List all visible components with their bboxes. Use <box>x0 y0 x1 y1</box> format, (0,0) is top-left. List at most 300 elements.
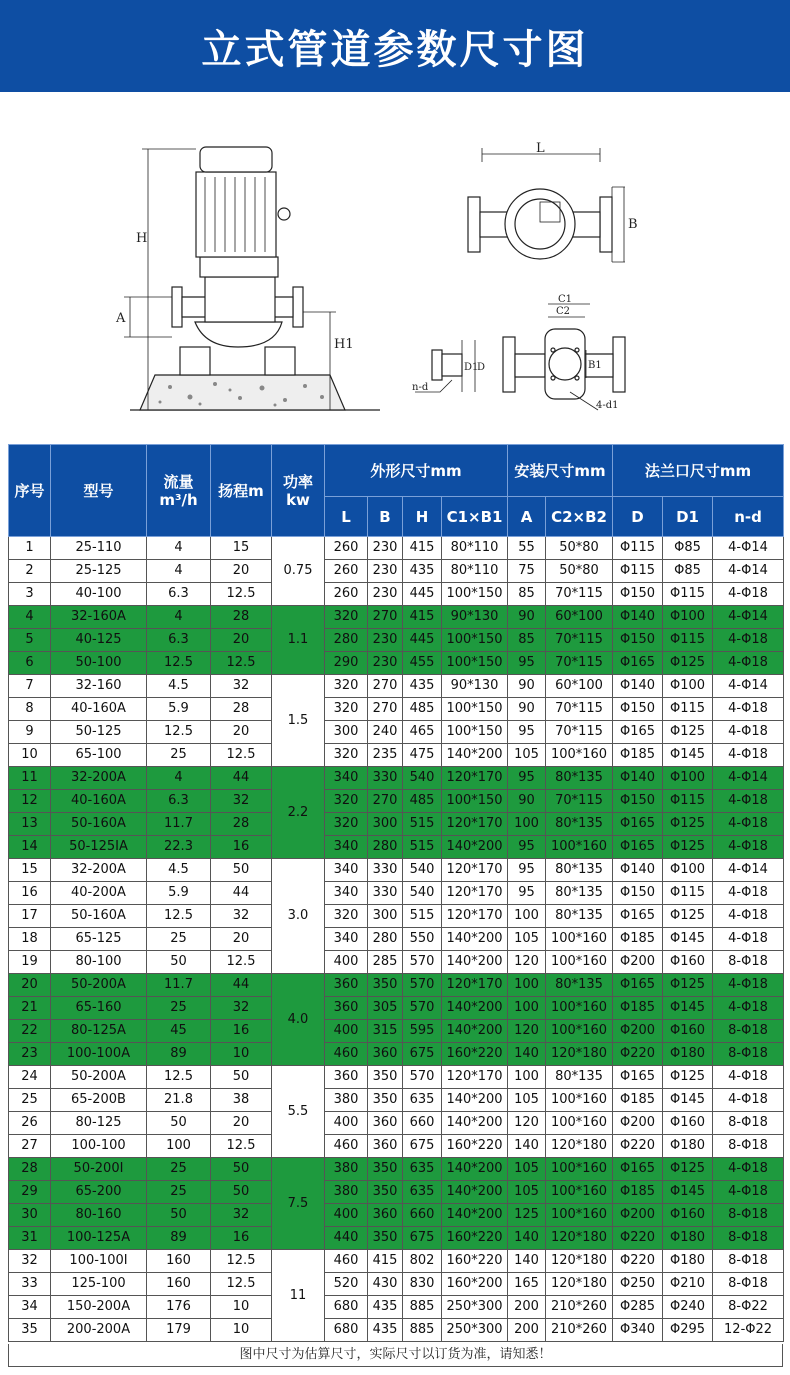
top-view-drawing <box>468 148 625 262</box>
cell-seq: 25 <box>9 1089 51 1112</box>
cell-H: 485 <box>403 790 442 813</box>
cell-L: 320 <box>325 790 368 813</box>
cell-head: 12.5 <box>211 1273 272 1296</box>
cell-C1B1: 90*130 <box>442 606 508 629</box>
cell-power: 1.5 <box>272 675 325 767</box>
header-flow: 流量 m³/h <box>147 445 211 537</box>
cell-A: 140 <box>508 1043 546 1066</box>
cell-D1: Φ125 <box>663 905 713 928</box>
table-row <box>9 1227 784 1250</box>
cell-D: Φ150 <box>613 629 663 652</box>
cell-B: 330 <box>368 767 403 790</box>
cell-model: 40-160A <box>51 790 147 813</box>
cell-head: 50 <box>211 859 272 882</box>
cell-H: 435 <box>403 675 442 698</box>
cell-L: 320 <box>325 675 368 698</box>
cell-C2B2: 80*135 <box>546 859 613 882</box>
cell-L: 400 <box>325 1020 368 1043</box>
cell-C1B1: 250*300 <box>442 1296 508 1319</box>
cell-seq: 5 <box>9 629 51 652</box>
label-C1: C1 <box>558 294 573 305</box>
cell-D1: Φ100 <box>663 859 713 882</box>
cell-L: 340 <box>325 767 368 790</box>
label-C2: C2 <box>556 306 571 317</box>
cell-flow: 5.9 <box>147 698 211 721</box>
cell-C2B2: 70*115 <box>546 790 613 813</box>
cell-A: 95 <box>508 652 546 675</box>
cell-model: 40-125 <box>51 629 147 652</box>
cell-model: 100-100A <box>51 1043 147 1066</box>
cell-n-d: 4-Φ18 <box>713 997 784 1020</box>
side-view-drawing <box>124 147 380 410</box>
cell-model: 80-125 <box>51 1112 147 1135</box>
cell-seq: 35 <box>9 1319 51 1342</box>
cell-L: 360 <box>325 997 368 1020</box>
cell-D1: Φ125 <box>663 974 713 997</box>
cell-L: 440 <box>325 1227 368 1250</box>
cell-C2B2: 100*160 <box>546 1089 613 1112</box>
cell-flow: 50 <box>147 951 211 974</box>
cell-D1: Φ115 <box>663 882 713 905</box>
cell-head: 12.5 <box>211 951 272 974</box>
cell-seq: 2 <box>9 560 51 583</box>
cell-C1B1: 90*130 <box>442 675 508 698</box>
cell-model: 80-160 <box>51 1204 147 1227</box>
cell-D1: Φ160 <box>663 1020 713 1043</box>
cell-D1: Φ145 <box>663 997 713 1020</box>
cell-head: 20 <box>211 629 272 652</box>
cell-C2B2: 100*160 <box>546 1181 613 1204</box>
cell-C1B1: 120*170 <box>442 767 508 790</box>
cell-n-d: 4-Φ18 <box>713 928 784 951</box>
cell-H: 635 <box>403 1089 442 1112</box>
cell-A: 200 <box>508 1296 546 1319</box>
cell-C2B2: 120*180 <box>546 1135 613 1158</box>
table-row <box>9 928 784 951</box>
header-outer-dimensions: 外形尺寸mm <box>325 445 508 497</box>
cell-C2B2: 120*180 <box>546 1227 613 1250</box>
cell-L: 520 <box>325 1273 368 1296</box>
cell-A: 140 <box>508 1227 546 1250</box>
cell-D1: Φ180 <box>663 1135 713 1158</box>
cell-H: 570 <box>403 951 442 974</box>
cell-flow: 25 <box>147 744 211 767</box>
cell-model: 100-100I <box>51 1250 147 1273</box>
cell-seq: 14 <box>9 836 51 859</box>
cell-D1: Φ145 <box>663 1181 713 1204</box>
cell-n-d: 4-Φ18 <box>713 698 784 721</box>
cell-D: Φ165 <box>613 652 663 675</box>
cell-flow: 100 <box>147 1135 211 1158</box>
cell-flow: 25 <box>147 928 211 951</box>
cell-L: 380 <box>325 1158 368 1181</box>
cell-B: 430 <box>368 1273 403 1296</box>
cell-D: Φ340 <box>613 1319 663 1342</box>
cell-L: 400 <box>325 1204 368 1227</box>
cell-C1B1: 120*170 <box>442 974 508 997</box>
cell-n-d: 8-Φ18 <box>713 951 784 974</box>
cell-C1B1: 140*200 <box>442 1181 508 1204</box>
cell-B: 270 <box>368 675 403 698</box>
cell-flow: 50 <box>147 1112 211 1135</box>
table-row <box>9 721 784 744</box>
cell-L: 380 <box>325 1089 368 1112</box>
cell-C2B2: 120*180 <box>546 1273 613 1296</box>
table-row <box>9 997 784 1020</box>
cell-L: 680 <box>325 1296 368 1319</box>
cell-n-d: 8-Φ18 <box>713 1204 784 1227</box>
cell-C2B2: 80*135 <box>546 882 613 905</box>
cell-C2B2: 120*180 <box>546 1043 613 1066</box>
cell-model: 80-100 <box>51 951 147 974</box>
cell-D1: Φ115 <box>663 629 713 652</box>
cell-model: 80-125A <box>51 1020 147 1043</box>
cell-seq: 18 <box>9 928 51 951</box>
table-row <box>9 974 784 997</box>
header-A: A <box>508 497 546 537</box>
cell-D: Φ220 <box>613 1135 663 1158</box>
parameter-table <box>8 444 784 1342</box>
cell-n-d: 4-Φ18 <box>713 905 784 928</box>
cell-L: 320 <box>325 698 368 721</box>
cell-D: Φ220 <box>613 1250 663 1273</box>
title-banner <box>0 0 790 92</box>
cell-D: Φ185 <box>613 744 663 767</box>
table-row <box>9 1319 784 1342</box>
cell-A: 100 <box>508 1066 546 1089</box>
label-D: D <box>477 362 486 373</box>
cell-head: 28 <box>211 813 272 836</box>
cell-L: 460 <box>325 1043 368 1066</box>
cell-C1B1: 250*300 <box>442 1319 508 1342</box>
header-C2B2: C2×B2 <box>546 497 613 537</box>
cell-head: 20 <box>211 560 272 583</box>
cell-B: 270 <box>368 698 403 721</box>
label-n-d: n-d <box>412 382 429 393</box>
cell-power: 2.2 <box>272 767 325 859</box>
cell-A: 105 <box>508 744 546 767</box>
cell-head: 10 <box>211 1043 272 1066</box>
cell-seq: 21 <box>9 997 51 1020</box>
cell-C1B1: 140*200 <box>442 836 508 859</box>
label-L: L <box>536 141 545 156</box>
cell-seq: 23 <box>9 1043 51 1066</box>
cell-n-d: 4-Φ18 <box>713 1089 784 1112</box>
cell-flow: 11.7 <box>147 974 211 997</box>
cell-head: 20 <box>211 1112 272 1135</box>
cell-C2B2: 60*100 <box>546 606 613 629</box>
cell-A: 95 <box>508 836 546 859</box>
cell-n-d: 8-Φ18 <box>713 1227 784 1250</box>
label-H: H <box>136 231 148 246</box>
cell-seq: 20 <box>9 974 51 997</box>
cell-C2B2: 70*115 <box>546 698 613 721</box>
cell-D1: Φ295 <box>663 1319 713 1342</box>
cell-C1B1: 120*170 <box>442 1066 508 1089</box>
cell-head: 44 <box>211 767 272 790</box>
cell-A: 125 <box>508 1204 546 1227</box>
table-row <box>9 905 784 928</box>
cell-L: 260 <box>325 560 368 583</box>
cell-C2B2: 100*160 <box>546 1158 613 1181</box>
cell-n-d: 4-Φ18 <box>713 790 784 813</box>
cell-B: 415 <box>368 1250 403 1273</box>
pump-dimension-drawings <box>0 92 790 442</box>
table-row <box>9 1250 784 1273</box>
cell-seq: 15 <box>9 859 51 882</box>
cell-C1B1: 140*200 <box>442 1158 508 1181</box>
cell-seq: 9 <box>9 721 51 744</box>
cell-n-d: 4-Φ14 <box>713 859 784 882</box>
cell-H: 570 <box>403 974 442 997</box>
cell-seq: 27 <box>9 1135 51 1158</box>
cell-H: 515 <box>403 813 442 836</box>
cell-A: 105 <box>508 1158 546 1181</box>
cell-seq: 11 <box>9 767 51 790</box>
cell-C2B2: 70*115 <box>546 583 613 606</box>
cell-B: 350 <box>368 1158 403 1181</box>
cell-flow: 160 <box>147 1273 211 1296</box>
cell-D: Φ150 <box>613 583 663 606</box>
cell-L: 460 <box>325 1135 368 1158</box>
cell-D: Φ200 <box>613 1112 663 1135</box>
cell-model: 50-200A <box>51 1066 147 1089</box>
cell-seq: 22 <box>9 1020 51 1043</box>
cell-A: 90 <box>508 698 546 721</box>
label-H1: H1 <box>334 337 354 352</box>
table-row <box>9 1204 784 1227</box>
cell-L: 360 <box>325 1066 368 1089</box>
cell-n-d: 8-Φ18 <box>713 1135 784 1158</box>
cell-H: 445 <box>403 629 442 652</box>
cell-D1: Φ100 <box>663 606 713 629</box>
cell-C1B1: 160*200 <box>442 1273 508 1296</box>
cell-H: 570 <box>403 1066 442 1089</box>
cell-H: 515 <box>403 905 442 928</box>
cell-D1: Φ125 <box>663 652 713 675</box>
table-row <box>9 560 784 583</box>
cell-flow: 4 <box>147 767 211 790</box>
cell-C2B2: 100*160 <box>546 997 613 1020</box>
cell-model: 150-200A <box>51 1296 147 1319</box>
cell-model: 50-160A <box>51 813 147 836</box>
header-power: 功率 kw <box>272 445 325 537</box>
cell-head: 16 <box>211 1227 272 1250</box>
cell-C2B2: 70*115 <box>546 652 613 675</box>
cell-A: 120 <box>508 1020 546 1043</box>
cell-C2B2: 70*115 <box>546 629 613 652</box>
cell-A: 165 <box>508 1273 546 1296</box>
cell-head: 50 <box>211 1066 272 1089</box>
cell-H: 675 <box>403 1227 442 1250</box>
cell-C1B1: 100*150 <box>442 652 508 675</box>
cell-C1B1: 140*200 <box>442 1089 508 1112</box>
cell-C1B1: 140*200 <box>442 951 508 974</box>
cell-D1: Φ145 <box>663 744 713 767</box>
cell-C1B1: 120*170 <box>442 905 508 928</box>
cell-H: 675 <box>403 1135 442 1158</box>
cell-L: 400 <box>325 1112 368 1135</box>
cell-D: Φ140 <box>613 675 663 698</box>
cell-C1B1: 100*150 <box>442 790 508 813</box>
cell-flow: 12.5 <box>147 905 211 928</box>
cell-flow: 25 <box>147 1158 211 1181</box>
cell-C2B2: 100*160 <box>546 744 613 767</box>
cell-seq: 26 <box>9 1112 51 1135</box>
table-row <box>9 1066 784 1089</box>
cell-power: 5.5 <box>272 1066 325 1158</box>
cell-D: Φ140 <box>613 859 663 882</box>
cell-D: Φ165 <box>613 1158 663 1181</box>
cell-head: 12.5 <box>211 744 272 767</box>
cell-C1B1: 140*200 <box>442 928 508 951</box>
cell-B: 300 <box>368 905 403 928</box>
cell-n-d: 4-Φ18 <box>713 744 784 767</box>
cell-flow: 5.9 <box>147 882 211 905</box>
cell-model: 40-160A <box>51 698 147 721</box>
cell-n-d: 4-Φ18 <box>713 1181 784 1204</box>
cell-n-d: 8-Φ18 <box>713 1112 784 1135</box>
cell-n-d: 4-Φ18 <box>713 813 784 836</box>
cell-seq: 28 <box>9 1158 51 1181</box>
cell-n-d: 4-Φ18 <box>713 882 784 905</box>
cell-power: 1.1 <box>272 606 325 675</box>
cell-seq: 32 <box>9 1250 51 1273</box>
cell-B: 300 <box>368 813 403 836</box>
cell-B: 280 <box>368 836 403 859</box>
cell-flow: 4.5 <box>147 675 211 698</box>
cell-C1B1: 160*220 <box>442 1250 508 1273</box>
cell-H: 550 <box>403 928 442 951</box>
cell-A: 95 <box>508 767 546 790</box>
cell-H: 675 <box>403 1043 442 1066</box>
cell-seq: 10 <box>9 744 51 767</box>
cell-model: 65-200B <box>51 1089 147 1112</box>
cell-n-d: 4-Φ14 <box>713 606 784 629</box>
cell-C1B1: 120*170 <box>442 859 508 882</box>
cell-H: 540 <box>403 882 442 905</box>
cell-n-d: 8-Φ18 <box>713 1250 784 1273</box>
cell-B: 270 <box>368 790 403 813</box>
header-model: 型号 <box>51 445 147 537</box>
cell-model: 50-200A <box>51 974 147 997</box>
label-D1: D1 <box>464 362 479 373</box>
cell-C2B2: 50*80 <box>546 537 613 560</box>
table-row <box>9 882 784 905</box>
cell-head: 50 <box>211 1158 272 1181</box>
cell-A: 105 <box>508 1181 546 1204</box>
cell-A: 85 <box>508 629 546 652</box>
cell-n-d: 4-Φ18 <box>713 836 784 859</box>
cell-power: 3.0 <box>272 859 325 974</box>
header-D1: D1 <box>663 497 713 537</box>
cell-A: 120 <box>508 1112 546 1135</box>
cell-L: 280 <box>325 629 368 652</box>
cell-model: 65-125 <box>51 928 147 951</box>
cell-n-d: 4-Φ18 <box>713 583 784 606</box>
cell-B: 235 <box>368 744 403 767</box>
cell-L: 300 <box>325 721 368 744</box>
cell-L: 320 <box>325 905 368 928</box>
cell-H: 802 <box>403 1250 442 1273</box>
cell-B: 435 <box>368 1319 403 1342</box>
cell-H: 415 <box>403 606 442 629</box>
table-row <box>9 1020 784 1043</box>
cell-n-d: 8-Φ18 <box>713 1043 784 1066</box>
cell-model: 50-125 <box>51 721 147 744</box>
cell-D: Φ115 <box>613 537 663 560</box>
cell-model: 25-125 <box>51 560 147 583</box>
cell-B: 230 <box>368 652 403 675</box>
cell-D1: Φ115 <box>663 790 713 813</box>
cell-model: 32-200A <box>51 859 147 882</box>
cell-B: 360 <box>368 1204 403 1227</box>
label-4-d1: 4-d1 <box>596 400 619 411</box>
cell-D1: Φ115 <box>663 698 713 721</box>
cell-D1: Φ125 <box>663 1066 713 1089</box>
cell-D: Φ150 <box>613 790 663 813</box>
cell-L: 360 <box>325 974 368 997</box>
cell-H: 475 <box>403 744 442 767</box>
cell-C2B2: 210*260 <box>546 1319 613 1342</box>
cell-flow: 12.5 <box>147 652 211 675</box>
cell-C1B1: 140*200 <box>442 1020 508 1043</box>
cell-A: 90 <box>508 790 546 813</box>
cell-B: 350 <box>368 1066 403 1089</box>
table-row <box>9 1043 784 1066</box>
cell-head: 32 <box>211 905 272 928</box>
table-row <box>9 675 784 698</box>
cell-flow: 179 <box>147 1319 211 1342</box>
cell-H: 885 <box>403 1296 442 1319</box>
header-D: D <box>613 497 663 537</box>
cell-seq: 17 <box>9 905 51 928</box>
cell-A: 200 <box>508 1319 546 1342</box>
cell-C1B1: 100*150 <box>442 698 508 721</box>
cell-L: 460 <box>325 1250 368 1273</box>
table-row <box>9 859 784 882</box>
cell-B: 305 <box>368 997 403 1020</box>
cell-L: 260 <box>325 537 368 560</box>
cell-B: 350 <box>368 1227 403 1250</box>
cell-C1B1: 100*150 <box>442 629 508 652</box>
cell-head: 32 <box>211 997 272 1020</box>
header-install-dimensions: 安装尺寸mm <box>508 445 613 497</box>
cell-H: 885 <box>403 1319 442 1342</box>
table-body <box>9 537 784 1342</box>
cell-A: 140 <box>508 1135 546 1158</box>
table-row <box>9 836 784 859</box>
cell-head: 28 <box>211 698 272 721</box>
cell-model: 50-160A <box>51 905 147 928</box>
cell-C2B2: 70*115 <box>546 721 613 744</box>
cell-model: 65-160 <box>51 997 147 1020</box>
cell-B: 230 <box>368 629 403 652</box>
cell-model: 50-200I <box>51 1158 147 1181</box>
cell-H: 455 <box>403 652 442 675</box>
cell-A: 120 <box>508 951 546 974</box>
label-B: B <box>628 217 638 232</box>
cell-A: 100 <box>508 813 546 836</box>
header-head: 扬程m <box>211 445 272 537</box>
cell-n-d: 4-Φ18 <box>713 1066 784 1089</box>
cell-D1: Φ145 <box>663 928 713 951</box>
cell-seq: 16 <box>9 882 51 905</box>
cell-D1: Φ100 <box>663 767 713 790</box>
cell-D: Φ185 <box>613 1089 663 1112</box>
header-n-d: n-d <box>713 497 784 537</box>
cell-D: Φ165 <box>613 905 663 928</box>
